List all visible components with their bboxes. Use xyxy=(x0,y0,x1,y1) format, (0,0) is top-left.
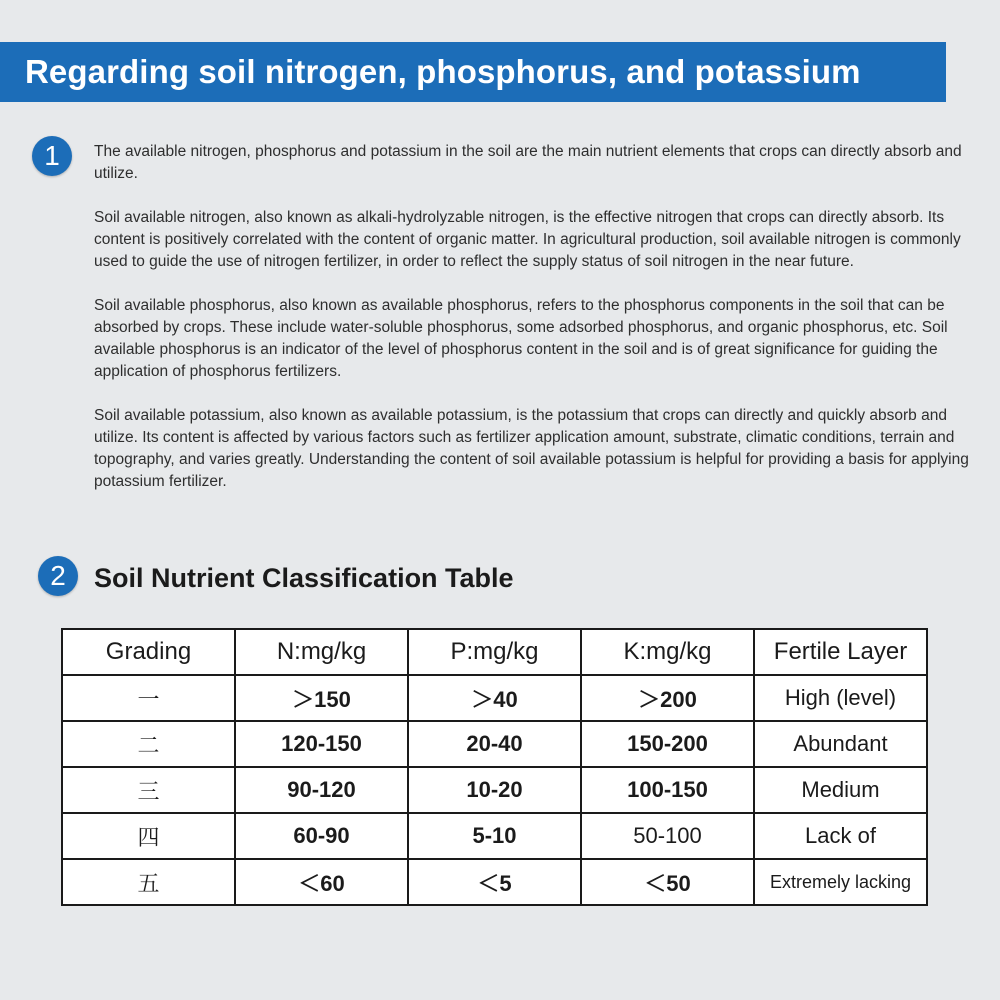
cell-nitrogen: 60-90 xyxy=(235,813,408,859)
header-grading: Grading xyxy=(62,629,235,675)
nutrient-classification-table xyxy=(61,628,928,906)
cell-fertile-layer: High (level) xyxy=(754,675,927,721)
cell-phosphorus: ＞40 xyxy=(408,675,581,721)
header-fertile-layer: Fertile Layer xyxy=(754,629,927,675)
paragraph-phosphorus: Soil available phosphorus, also known as available phosphorus, refers to the phosphorus components in the soil that can be absorbed by crops. These include water-soluble phosphorus, some adsorbed phosphorus, and organic phosphorus, etc. Soil available phosphorus is an indicator of the level of phosphorus content in the soil and is of great significance for guiding the application of phosphorus fertilizers. xyxy=(94,297,948,380)
cell-nitrogen: 120-150 xyxy=(235,721,408,767)
section-2-title: Soil Nutrient Classification Table xyxy=(94,563,514,593)
header-phosphorus: P:mg/kg xyxy=(408,629,581,675)
cell-phosphorus: 5-10 xyxy=(408,813,581,859)
cell-phosphorus: ＜5 xyxy=(408,859,581,905)
cell-fertile-layer: Abundant xyxy=(754,721,927,767)
cell-grade: 五 xyxy=(62,859,235,905)
paragraph-intro: The available nitrogen, phosphorus and potassium in the soil are the main nutrient elements that crops can directly absorb and utilize. xyxy=(94,143,962,182)
table-header-row xyxy=(62,629,927,675)
section-1-number-badge: 1 xyxy=(32,136,72,176)
table-row xyxy=(62,721,927,767)
cell-potassium: 50-100 xyxy=(581,813,754,859)
cell-phosphorus: 20-40 xyxy=(408,721,581,767)
cell-phosphorus: 10-20 xyxy=(408,767,581,813)
cell-grade: 一 xyxy=(62,675,235,721)
table-row xyxy=(62,767,927,813)
cell-grade: 四 xyxy=(62,813,235,859)
cell-potassium: 150-200 xyxy=(581,721,754,767)
section-2-number-badge: 2 xyxy=(38,556,78,596)
cell-grade: 二 xyxy=(62,721,235,767)
paragraph-nitrogen: Soil available nitrogen, also known as alkali-hydrolyzable nitrogen, is the effective nitrogen that crops can directly absorb. Its content is positively correlated with the content of organic matter. In agricultural production, soil available nitrogen is commonly used to guide the use of nitrogen fertilizer, in order to reflect the supply status of soil nitrogen in the near future. xyxy=(94,209,961,270)
cell-nitrogen: 90-120 xyxy=(235,767,408,813)
page-title: Regarding soil nitrogen, phosphorus, and potassium xyxy=(25,53,861,90)
header-nitrogen: N:mg/kg xyxy=(235,629,408,675)
table-row xyxy=(62,813,927,859)
cell-nitrogen: ＞150 xyxy=(235,675,408,721)
section-1-content xyxy=(94,141,974,515)
cell-potassium: ＜50 xyxy=(581,859,754,905)
cell-fertile-layer: Medium xyxy=(754,767,927,813)
table-row xyxy=(62,675,927,721)
cell-potassium: 100-150 xyxy=(581,767,754,813)
title-banner xyxy=(0,42,946,102)
cell-fertile-layer: Lack of xyxy=(754,813,927,859)
cell-fertile-layer: Extremely lacking xyxy=(754,859,927,905)
cell-potassium: ＞200 xyxy=(581,675,754,721)
cell-nitrogen: ＜60 xyxy=(235,859,408,905)
paragraph-potassium: Soil available potassium, also known as available potassium, is the potassium that crops can directly and quickly absorb and utilize. Its content is affected by various factors such as fertilizer application amount, substrate, climatic conditions, terrain and topography, and varies greatly. Understanding the content of soil available potassium is helpful for providing a basis for applying potassium fertilizer. xyxy=(94,407,969,490)
table-row xyxy=(62,859,927,905)
cell-grade: 三 xyxy=(62,767,235,813)
header-potassium: K:mg/kg xyxy=(581,629,754,675)
